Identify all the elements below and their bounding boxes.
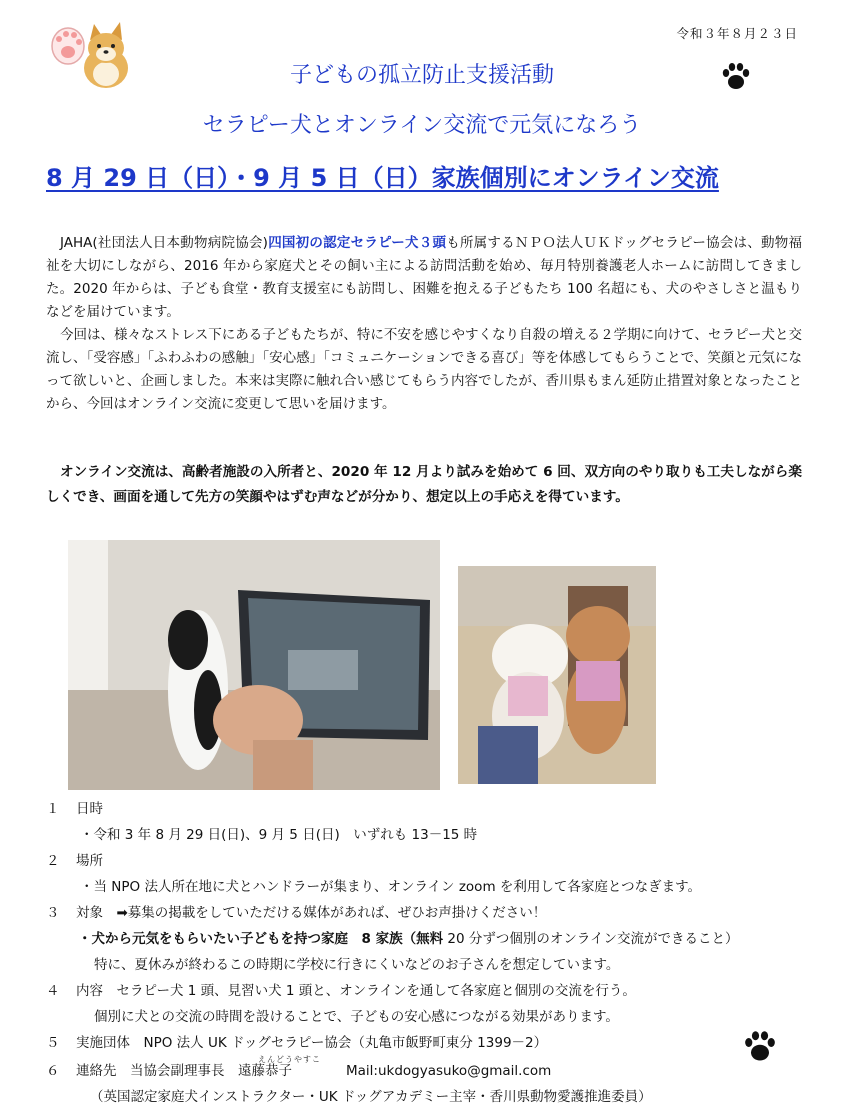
item-datetime-heading: １ 日時 <box>46 801 103 817</box>
paw-icon <box>720 62 752 92</box>
item-content-heading: ４ 内容 セラピー犬 1 頭、見習い犬 1 頭と、オンラインを通して各家庭と個別の交流を行う。 <box>46 983 636 999</box>
title-sub: セラピー犬とオンライン交流で元気になろう <box>202 113 642 138</box>
item-target-heading: ３ 対象 ➡募集の掲載をしていただける媒体があれば、ぜひお声掛けください！ <box>46 905 547 921</box>
item-contact: ６ 連絡先 当協会副理事長 遠藤恭子 Mail:ukdogyasuko@gmail.com <box>46 1063 552 1079</box>
item-contact-credentials: （英国認定家庭犬インストラクター・UK ドッグアカデミー主宰・香川県動物愛護推進委員） <box>90 1089 652 1105</box>
title-dates: 8 月 29 日（日）・9 月 5 日（日）家族個別にオンライン交流 <box>46 164 719 192</box>
highlight-certified-dogs: 四国初の認定セラピー犬３頭 <box>267 235 447 251</box>
intro-paragraph-3: オンライン交流は、高齢者施設の入所者と、2020 年 12 月より試みを始めて 6 回、双方向のやり取りも工夫しながら楽しくでき、画面を通して先方の笑顔やはずむ声などが分かり、想定以上の手応えを得ています。 <box>46 464 802 505</box>
intro-body <box>46 232 802 416</box>
intro-paragraph-1: JAHA(社団法人日本動物病院協会)四国初の認定セラピー犬３頭も所属するＮＰＯ法人ＵＫドッグセラピー協会は、動物福祉を大切にしながら、2016 年から家庭犬とその飼い主による訪問活動を始め、毎月特別養護老人ホームに訪問してきました。2020 年からは、子ども食堂・教育支援室にも訪問し、困難を抱える子どもたち 100 名超にも、犬のやさしさと温もりなどを届けています。 <box>46 235 802 320</box>
title-main: 子どもの孤立防止支援活動 <box>289 63 554 88</box>
item-place-heading: ２ 場所 <box>46 853 103 869</box>
item-organizer: ５ 実施団体 NPO 法人 UK ドッグセラピー協会（丸亀市飯野町東分 1399－2） <box>46 1035 548 1051</box>
item-place-detail: ・当 NPO 法人所在地に犬とハンドラーが集まり、オンライン zoom を利用して各家庭とつなぎます。 <box>80 879 702 895</box>
intro-paragraph-2: 今回は、様々なストレス下にある子どもたちが、特に不安を感じやすくなり自殺の増える２学期に向けて、セラピー犬と交流し、「受容感」「ふわふわの感触」「安心感」「コミュニケーションできる喜び」等を体感してもらうことで、笑顔と元気になって欲しいと、企画しました。本来は実際に触れ合い感じてもらう内容でしたが、香川県もまん延防止措置対象となったことから、今回はオンライン交流に変更して思いを届けます。 <box>46 327 802 412</box>
photo-dog-online-session <box>68 540 440 790</box>
item-content-note: 個別に犬との交流の時間を設けることで、子どもの安心感につながる効果があります。 <box>94 1009 619 1025</box>
paw-icon <box>742 1030 778 1064</box>
document-date: 令和３年８月２３日 <box>676 26 798 41</box>
item-target-detail: ・犬から元気をもらいたい子どもを持つ家庭 8 家族（無料 20 分ずつ個別のオンライン交流ができること） <box>78 931 739 947</box>
item-datetime-detail: ・令和 3 年 8 月 29 日(日)、9 月 5 日(日) いずれも 13－15 時 <box>80 827 478 843</box>
photo-two-poodles <box>458 566 656 784</box>
item-target-note: 特に、夏休みが終わるこの時期に学校に行きにくいなどのお子さんを想定しています。 <box>94 957 620 973</box>
name-reading: えんどうやすこ <box>258 1055 321 1064</box>
